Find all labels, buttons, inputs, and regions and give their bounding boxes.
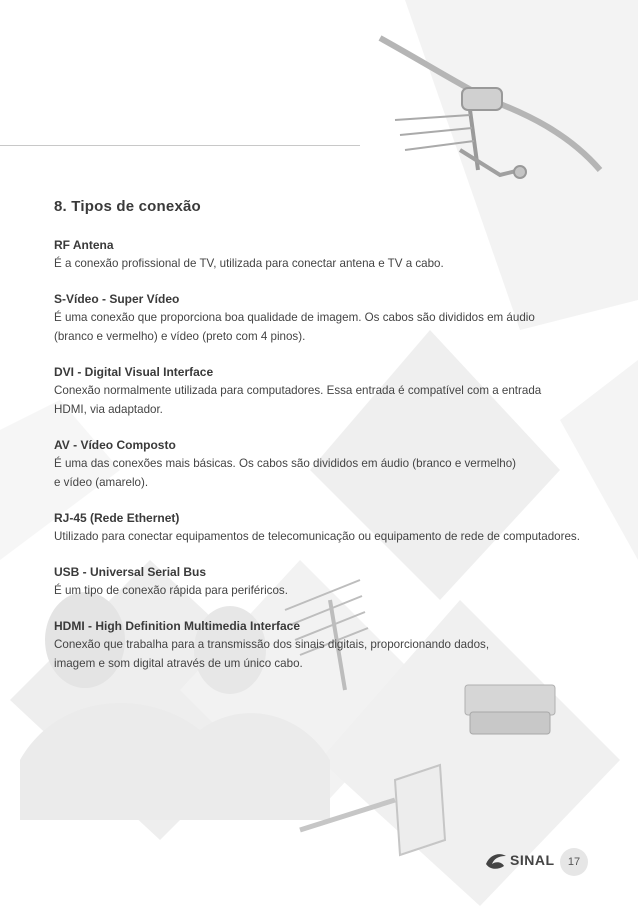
section-title: 8. Tipos de conexão (54, 198, 201, 215)
top-divider-line (0, 145, 360, 146)
connection-item-svideo (54, 291, 594, 346)
connection-item-rj45 (54, 510, 594, 546)
item-description: É a conexão profissional de TV, utilizada para conectar antena e TV a cabo. (54, 257, 444, 270)
item-description: Conexão normalmente utilizada para computadores. Essa entrada é compatível com a entrada HDMI, via adaptador. (54, 384, 542, 416)
item-description: É uma das conexões mais básicas. Os cabos são divididos em áudio (branco e vermelho) e vídeo (amarelo). (54, 457, 517, 489)
item-heading: HDMI - High Definition Multimedia Interface (54, 619, 301, 633)
logo-text: SINAL (510, 852, 555, 868)
item-heading: AV - Vídeo Composto (54, 438, 176, 452)
connection-item-rf (54, 237, 594, 273)
main-content (54, 198, 594, 691)
item-description: Conexão que trabalha para a transmissão dos sinais digitais, proporcionando dados, imagem e som digital através de um único cabo. (54, 638, 490, 670)
logo-swoosh-icon (484, 850, 508, 872)
receiver-boxes-illustration (465, 685, 555, 734)
page-number: 17 (560, 848, 588, 876)
item-heading: S-Vídeo - Super Vídeo (54, 292, 180, 306)
item-heading: USB - Universal Serial Bus (54, 565, 207, 579)
item-description: É um tipo de conexão rápida para periféricos. (54, 584, 288, 597)
item-heading: RF Antena (54, 238, 114, 252)
connection-item-av (54, 437, 594, 492)
connection-item-dvi (54, 364, 594, 419)
brand-logo (484, 848, 556, 874)
item-heading: RJ-45 (Rede Ethernet) (54, 511, 180, 525)
item-description: É uma conexão que proporciona boa qualidade de imagem. Os cabos são divididos em áudio (branco e vermelho) e vídeo (preto com 4 pinos). (54, 311, 535, 343)
connection-item-usb (54, 564, 594, 600)
item-description: Utilizado para conectar equipamentos de telecomunicação ou equipamento de rede de computadores. (54, 530, 580, 543)
item-heading: DVI - Digital Visual Interface (54, 365, 214, 379)
connection-item-hdmi (54, 618, 594, 673)
